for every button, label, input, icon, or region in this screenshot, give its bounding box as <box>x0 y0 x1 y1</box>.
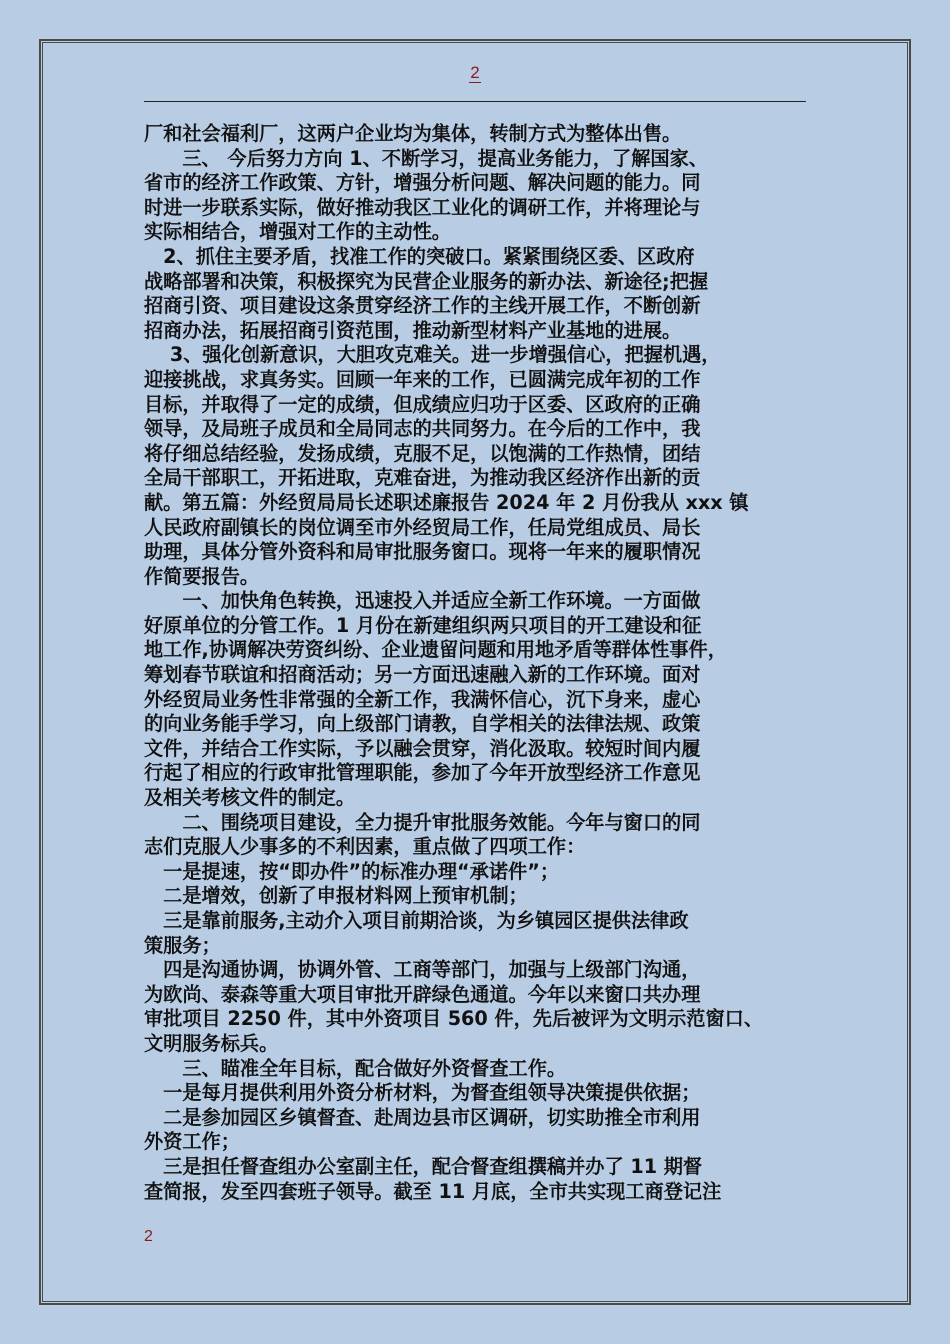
text-line: 筹划春节联谊和招商活动；另一方面迅速融入新的工作环境。面对 <box>144 663 701 687</box>
text-line: 三、 今后努力方向 1、不断学习，提高业务能力，了解国家、 <box>144 146 708 170</box>
text-line: 文件，并结合工作实际，予以融会贯穿，消化汲取。较短时间内履 <box>144 736 701 760</box>
text-line: 及相关考核文件的制定。 <box>144 786 356 810</box>
text-line: 一、加快角色转换，迅速投入并适应全新工作环境。一方面做 <box>144 589 701 613</box>
text-line: 省市的经济工作政策、方针，增强分析问题、解决问题的能力。同 <box>144 171 701 195</box>
text-line: 领导，及局班子成员和全局同志的共同努力。在今后的工作中，我 <box>144 417 701 441</box>
text-line: 2、抓住主要矛盾，找准工作的突破口。紧紧围绕区委、区政府 <box>144 244 695 268</box>
text-line: 厂和社会福利厂，这两户企业均为集体，转制方式为整体出售。 <box>144 122 682 145</box>
text-line: 外经贸局业务性非常强的全新工作，我满怀信心，沉下身来，虚心 <box>144 687 701 711</box>
text-line: 好原单位的分管工作。1 月份在新建组织两只项目的开工建设和征 <box>144 613 702 637</box>
header-rule <box>144 101 806 102</box>
text-line: 实际相结合，增强对工作的主动性。 <box>144 220 451 244</box>
text-line: 文明服务标兵。 <box>144 1031 279 1055</box>
text-line: 一是每月提供利用外资分析材料，为督查组领导决策提供依据； <box>144 1081 701 1105</box>
text-line: 二是增效，创新了申报材料网上预审机制； <box>144 884 528 908</box>
text-line: 二是参加园区乡镇督查、赴周边县市区调研，切实助推全市利用 <box>144 1105 701 1129</box>
text-line: 招商办法，拓展招商引资范围，推动新型材料产业基地的进展。 <box>144 318 682 342</box>
text-line: 二、围绕项目建设，全力提升审批服务效能。今年与窗口的同 <box>144 810 701 834</box>
footer-page-number: 2 <box>144 1228 153 1245</box>
text-line: 外资工作； <box>144 1130 240 1154</box>
header-page-number: 2 <box>470 63 480 82</box>
text-line: 的向业务能手学习，向上级部门请教，自学相关的法律法规、政策 <box>144 712 701 736</box>
text-line: 迎接挑战，求真务实。回顾一年来的工作，已圆满完成年初的工作 <box>144 367 701 391</box>
text-line: 三是靠前服务,主动介入项目前期洽谈，为乡镇园区提供法律政 <box>144 909 689 932</box>
text-line: 四是沟通协调，协调外管、工商等部门，加强与上级部门沟通， <box>144 958 701 982</box>
text-line: 人民政府副镇长的岗位调至市外经贸局工作，任局党组成员、局长 <box>144 515 701 539</box>
text-line: 三、瞄准全年目标，配合做好外资督查工作。 <box>144 1056 567 1080</box>
text-line: 助理，具体分管外资科和局审批服务窗口。现将一年来的履职情况 <box>144 540 701 564</box>
text-line: 全局干部职工，开拓进取，克难奋进，为推动我区经济作出新的贡 <box>144 466 701 490</box>
text-line: 3、强化创新意识，大胆攻克难关。进一步增强信心，把握机遇， <box>144 343 721 367</box>
text-line: 审批项目 2250 件，其中外资项目 560 件，先后被评为文明示范窗口、 <box>144 1007 764 1031</box>
text-line: 献。第五篇：外经贸局局长述职述廉报告 2024 年 2 月份我从 xxx 镇 <box>144 490 749 514</box>
text-line: 将仔细总结经验，发扬成绩，克服不足，以饱满的工作热情，团结 <box>144 441 701 465</box>
text-line: 时进一步联系实际，做好推动我区工业化的调研工作，并将理论与 <box>144 195 701 219</box>
text-line: 地工作,协调解决劳资纠纷、企业遗留问题和用地矛盾等群体性事件， <box>144 638 727 662</box>
text-line: 作简要报告。 <box>144 564 260 588</box>
text-line: 招商引资、项目建设这条贯穿经济工作的主线开展工作，不断创新 <box>144 294 701 318</box>
text-line: 战略部署和决策，积极探究为民营企业服务的新办法、新途径;把握 <box>144 269 709 293</box>
text-line: 为欧尚、泰森等重大项目审批开辟绿色通道。今年以来窗口共办理 <box>144 982 701 1006</box>
text-line: 目标，并取得了一定的成绩，但成绩应归功于区委、区政府的正确 <box>144 392 701 416</box>
text-line: 查简报，发至四套班子领导。截至 11 月底，全市共实现工商登记注 <box>144 1179 722 1203</box>
text-line: 一是提速，按“即办件”的标准办理“承诺件”； <box>144 859 560 883</box>
document-body <box>144 122 824 1204</box>
text-line: 三是担任督查组办公室副主任，配合督查组撰稿并办了 11 期督 <box>144 1154 703 1178</box>
text-line: 行起了相应的行政审批管理职能，参加了今年开放型经济工作意见 <box>144 761 701 785</box>
text-line: 志们克服人少事多的不利因素，重点做了四项工作： <box>144 835 586 859</box>
text-line: 策服务； <box>144 933 221 957</box>
